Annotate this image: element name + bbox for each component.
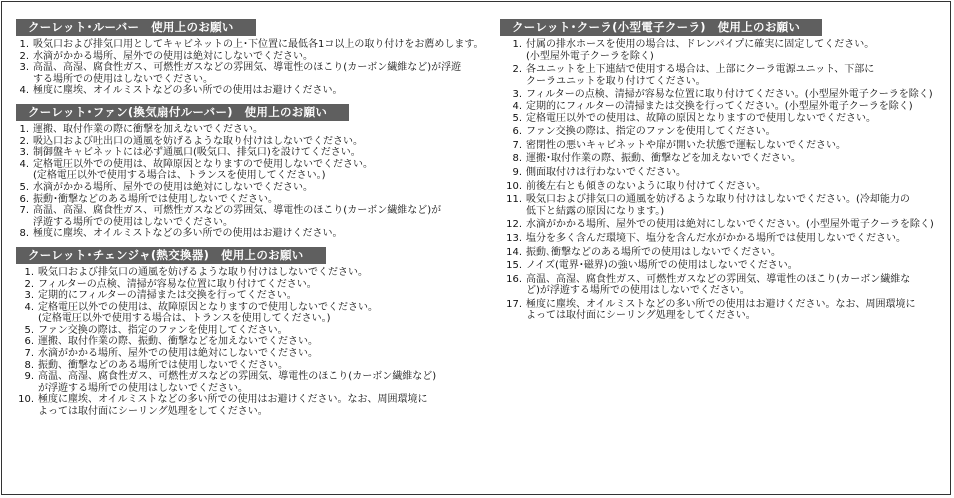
list-item: 5. 水滴がかかる場所、屋外での使用は絶対にしないでください。 — [19, 181, 313, 193]
section-title-cooler: クーレット･クーラ(小型電子クーラ) 使用上のお願い — [500, 19, 822, 36]
list-item-continuation: よっては取付面にシーリング処理をしてください。 — [38, 406, 268, 418]
section-title-louver: クーレット･ルーバー 使用上のお願い — [16, 19, 256, 36]
list-item-continuation: 低下と結露の原因になります。) — [526, 205, 665, 217]
list-item-continuation: (小型屋外電子クーラを除く) — [526, 50, 654, 62]
list-item: 3. 定期的にフィルターの清掃または交換を行ってください。 — [24, 290, 297, 302]
list-item: 4. 定格電圧以外での使用は、故障原因となりますので使用しないでください。 — [24, 301, 378, 313]
list-item: 6. 振動･衝撃などのある場所では使用しないでください。 — [19, 193, 278, 205]
notice-frame — [1, 1, 951, 495]
section-cooler — [500, 16, 950, 322]
list-item-continuation: (定格電圧以外で使用する場合は、トランスを使用してください。) — [33, 170, 326, 182]
list-item: 14. 振動､衝撃などのある場所での使用はしないでください。 — [506, 246, 781, 258]
list-item: 16. 高温、高湿、腐食性ガス、可燃性ガスなどの雰囲気、導電性のほこり(カーボン繊維な — [506, 273, 911, 285]
list-item: 2. 水滴がかかる場所、屋外での使用は絶対にしないでください。 — [19, 50, 313, 62]
list-item: 1. 吸気口および排気口用としてキャビネットの上･下位置に最低各1コ以上の取り付けをお薦めします。 — [19, 39, 484, 50]
list-item: 6. ファン交換の際は、指定のファンを使用してください。 — [512, 126, 776, 138]
list-item: 5. 定格電圧以外での使用は、故障の原因となりますので使用しないでください。 — [512, 112, 876, 124]
list-item: 2. フィルターの点検、清掃が容易な位置に取り付けてください。 — [24, 278, 317, 290]
section-title-fan: クーレット･ファン(換気扇付ルーバー) 使用上のお願い — [16, 104, 349, 121]
list-item: 15. ノイズ(電界･磁界)の強い場所での使用はしないでください。 — [506, 260, 798, 272]
list-item: 10. 極度に塵埃、オイルミストなどの多い所での使用はお避けください。なお、周囲環境に — [18, 394, 428, 406]
item-list-changer — [16, 267, 504, 418]
list-item: 8. 運搬･取付作業の際、振動、衝撃などを加えないでください。 — [512, 153, 801, 165]
list-item-continuation: クーラユニットを取り付けてください。 — [526, 75, 706, 87]
list-item: 8. 振動、衝撃などのある場所では使用しないでください。 — [24, 359, 288, 371]
section-fan — [16, 101, 504, 240]
list-item: 3. 高温、高湿、腐食性ガス、可燃性ガスなどの雰囲気、導電性のほこり(カーボン繊維など)が浮遊 — [19, 62, 462, 74]
item-list-cooler — [500, 39, 950, 322]
list-item-continuation: よっては取付面にシーリング処理をしてください。 — [526, 310, 756, 322]
list-item: 1. 吸気口および排気口の通風を妨げるような取り付けはしないでください。 — [24, 266, 368, 278]
list-item: 6. 運搬、取付作業の際、振動、衝撃などを加えないでください。 — [24, 336, 318, 348]
list-item-continuation: が浮遊する場所での使用はしないでください。 — [38, 382, 248, 394]
item-list-fan — [16, 124, 504, 240]
list-item: 2. 各ユニットを上下連結で使用する場合は、上部にクーラ電源ユニット、下部に — [512, 64, 875, 76]
list-item: 17. 極度に塵埃、オイルミストなどの多い所での使用はお避けください。なお、周囲環境に — [506, 298, 916, 310]
section-title-changer: クーレット･チェンジャ(熱交換器) 使用上のお願い — [16, 247, 326, 264]
list-item: 7. 高温、高湿、腐食性ガス、可燃性ガスなどの雰囲気、導電性のほこり(カーボン繊維など)が — [19, 205, 442, 217]
list-item: 9. 側面取付けは行わないでください。 — [512, 166, 686, 178]
list-item: 5. ファン交換の際は、指定のファンを使用してください。 — [24, 324, 288, 336]
right-column — [500, 16, 950, 326]
list-item-continuation: 浮遊する場所での使用はしないでください。 — [33, 216, 233, 228]
left-column — [16, 16, 504, 422]
list-item: 11. 吸気口および排気口の通風を妨げるような取り付けはしないでください。(冷却能力の — [506, 194, 910, 206]
list-item: 9. 高温、高湿、腐食性ガス、可燃性ガスなどの雰囲気、導電性のほこり(カーボン繊維など) — [24, 371, 437, 383]
list-item: 3. 制御盤キャビネットには必ず通風口(吸気口、排気口)を設けてください。 — [19, 147, 361, 159]
list-item: 7. 密閉性の悪いキャビネットや扉が開いた状態で運転しないでください。 — [512, 139, 846, 151]
item-list-louver — [16, 39, 504, 97]
list-item: 8. 極度に塵埃、オイルミストなどの多い所での使用はお避けください。 — [19, 228, 343, 240]
list-item: 7. 水滴がかかる場所、屋外での使用は絶対にしないでください。 — [24, 348, 318, 360]
list-item: 12. 水滴がかかる場所、屋外での使用は絶対にしないでください。(小型屋外電子クーラを除く) — [506, 219, 934, 231]
section-changer — [16, 244, 504, 418]
list-item-continuation: (定格電圧以外で使用する場合は、トランスを使用してください。) — [38, 313, 331, 325]
list-item: 13. 塩分を多く含んだ環境下、塩分を含んだ水がかかる場所では使用しないでください。 — [506, 232, 906, 244]
list-item-continuation: する場所での使用はしないでください。 — [33, 73, 213, 85]
list-item: 10. 前後左右とも傾きのないように取り付けてください。 — [506, 180, 766, 192]
list-item: 1. 付属の排水ホースを使用の場合は、ドレンパイプに確実に固定してください。 — [512, 39, 875, 50]
list-item: 2. 吸込口および吐出口の通風を妨げるような取り付けはしないでください。 — [19, 135, 363, 147]
list-item-continuation: ど)が浮遊する場所での使用はしないでください。 — [526, 285, 750, 297]
list-item: 3. フィルターの点検、清掃が容易な位置に取り付けてください。(小型屋外電子クーラを除く) — [512, 89, 933, 101]
section-louver — [16, 16, 504, 97]
list-item: 4. 定期的にフィルターの清掃または交換を行ってください。(小型屋外電子クーラを除く) — [512, 100, 913, 112]
list-item: 4. 極度に塵埃、オイルミストなどの多い所での使用はお避けください。 — [19, 85, 343, 97]
list-item: 4. 定格電圧以外での使用は、故障原因となりますので使用しないでください。 — [19, 158, 373, 170]
list-item: 1. 運搬、取付作業の際に衝撃を加えないでください。 — [19, 123, 263, 135]
